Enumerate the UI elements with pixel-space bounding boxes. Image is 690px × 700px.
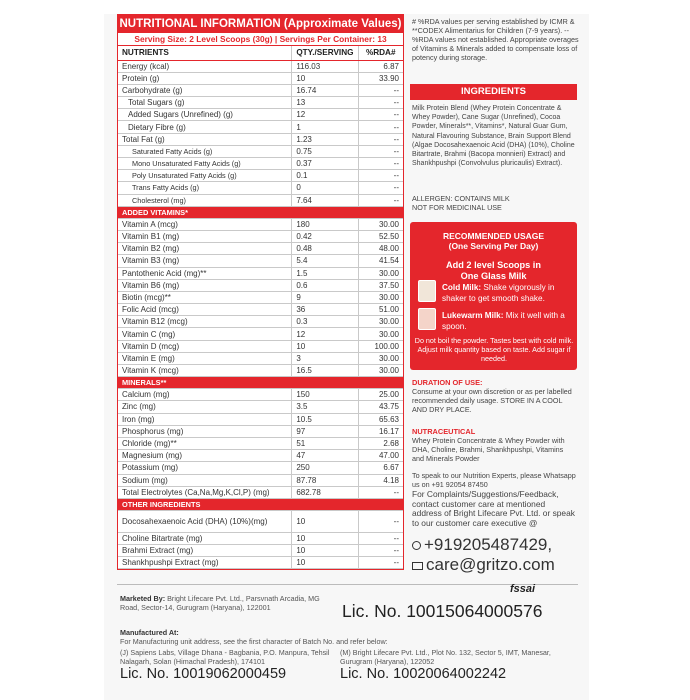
nutrient-rda: -- (358, 557, 403, 569)
manufactured-block (120, 628, 580, 646)
nutrient-name: Iron (mg) (118, 413, 292, 425)
nutrient-rda: 65.63 (358, 413, 403, 425)
nutrient-qty: 1.23 (292, 133, 358, 145)
nutrient-row (118, 243, 403, 255)
nutrient-row (118, 291, 403, 303)
unit-j-address: (J) Sapiens Labs, Village Dhana - Bagbania, P.O. Manpura, Tehsil Nalagarh, Solan (Himachal Pradesh), 174101 (120, 648, 330, 666)
nutrient-rda: -- (358, 532, 403, 544)
nutrient-name: Brahmi Extract (mg) (118, 545, 292, 557)
unit-j-license: Lic. No. 10019062000459 (120, 666, 287, 682)
nutrient-name: Potassium (mg) (118, 462, 292, 474)
phone-text: +919205487429, (424, 535, 553, 554)
nutrient-name: Docosahexaenoic Acid (DHA) (10%)(mg) (118, 510, 292, 532)
nutrient-row (118, 182, 403, 194)
nutrient-name: Choline Bitartrate (mg) (118, 532, 292, 544)
recommended-usage-box (410, 222, 577, 370)
nutrient-rda: -- (358, 545, 403, 557)
nutrient-row (118, 474, 403, 486)
manufactured-label: Manufactured At: (120, 628, 179, 637)
nutrient-qty: 16.74 (292, 84, 358, 96)
nutrient-row (118, 230, 403, 242)
nutrient-row (118, 133, 403, 145)
nutrient-name: Mono Unsaturated Fatty Acids (g) (118, 158, 292, 170)
nutrient-qty: 0.1 (292, 170, 358, 182)
nutrient-qty: 5.4 (292, 255, 358, 267)
phone-number (412, 535, 552, 555)
nutrient-rda: 25.00 (358, 389, 403, 401)
nutrient-qty: 0.3 (292, 316, 358, 328)
nutrient-name: Protein (g) (118, 72, 292, 84)
warm-label: Lukewarm Milk: (442, 311, 504, 320)
warm-text: Mix it well with a spoon. (442, 311, 565, 331)
nutrient-name: Vitamin D (mcg) (118, 340, 292, 352)
header-rda: %RDA# (358, 46, 403, 60)
nutrient-rda: -- (358, 145, 403, 157)
nutrient-rda: 6.67 (358, 462, 403, 474)
nutrient-qty: 0 (292, 182, 358, 194)
fssai-logo: fssai (510, 583, 536, 595)
nutrient-name: Vitamin B3 (mg) (118, 255, 292, 267)
nutrient-qty: 0.6 (292, 279, 358, 291)
nutrient-rda: -- (358, 194, 403, 206)
divider (117, 584, 578, 585)
nutrient-rda: 100.00 (358, 340, 403, 352)
nutrient-name: Vitamin K (mcg) (118, 365, 292, 377)
nutrient-qty: 0.48 (292, 243, 358, 255)
nutrient-qty: 10 (292, 510, 358, 532)
nutrient-row (118, 316, 403, 328)
shaker-icon (418, 280, 436, 302)
rda-note: # %RDA values per serving established by ICMR & **CODEX Alimentarius for Children (7-9 years). --%RDA values not established. Appropriate overages of Vitamins & Minerals added to compensate loss of potency during storage. (412, 17, 579, 63)
nutrient-name: Vitamin B1 (mg) (118, 230, 292, 242)
nutrient-row (118, 510, 403, 532)
nutrient-qty: 0.37 (292, 158, 358, 170)
nutrient-qty: 16.5 (292, 365, 358, 377)
nutrient-rda: -- (358, 97, 403, 109)
nutrient-qty: 150 (292, 389, 358, 401)
nutrient-name: Trans Fatty Acids (g) (118, 182, 292, 194)
nutrient-row (118, 437, 403, 449)
complaints-text: For Complaints/Suggestions/Feedback, contact customer care at mentioned address of Bright Lifecare Pvt. Ltd. or speak to our customer care executive @ (412, 489, 575, 528)
nutrient-row (118, 121, 403, 133)
nutrient-row (118, 352, 403, 364)
nutrient-row (118, 97, 403, 109)
nutrient-rda: 30.00 (358, 218, 403, 230)
nutrients-grid (118, 46, 403, 569)
nutrient-rda: 30.00 (358, 365, 403, 377)
unit-m-address: (M) Bright Lifecare Pvt. Ltd., Plot No. 132, Sector 5, IMT, Manesar, Gurugram (Haryana), 122052 (340, 648, 551, 666)
nutrient-qty: 116.03 (292, 60, 358, 72)
nutrient-rda: 30.00 (358, 291, 403, 303)
section-label: OTHER INGREDIENTS (118, 498, 403, 510)
nutrient-name: Poly Unsaturated Fatty Acids (g) (118, 170, 292, 182)
nutrient-row (118, 340, 403, 352)
nutrient-rda: 4.18 (358, 474, 403, 486)
glass-icon (418, 308, 436, 330)
nutrient-row (118, 267, 403, 279)
nutrient-row (118, 109, 403, 121)
nutrition-title: NUTRITIONAL INFORMATION (Approximate Values) (118, 15, 403, 33)
nutrient-rda: 47.00 (358, 450, 403, 462)
nutrient-row (118, 532, 403, 544)
serving-size: Serving Size: 2 Level Scoops (30g) | Servings Per Container: 13 (118, 33, 403, 46)
nutrient-name: Total Electrolytes (Ca,Na,Mg,K,Cl,P) (mg) (118, 486, 292, 498)
header-qty: QTY./SERVING (292, 46, 358, 60)
nutrient-name: Total Fat (g) (118, 133, 292, 145)
unit-m-license: Lic. No. 10020064002242 (340, 666, 507, 682)
nutrient-name: Zinc (mg) (118, 401, 292, 413)
nutrient-row (118, 425, 403, 437)
nutrient-name: Cholesterol (mg) (118, 194, 292, 206)
nutrient-qty: 10 (292, 72, 358, 84)
nutrient-name: Calcium (mg) (118, 389, 292, 401)
duration-title: DURATION OF USE: (412, 378, 483, 387)
nutrient-qty: 36 (292, 304, 358, 316)
section-other (118, 498, 403, 510)
marketed-label: Marketed By: (120, 594, 166, 603)
marketed-block (120, 594, 340, 612)
nutrient-qty: 250 (292, 462, 358, 474)
nutrient-rda: 33.90 (358, 72, 403, 84)
usage-cold (416, 282, 574, 304)
experts-text: To speak to our Nutrition Experts, please Whatsapp us on +91 92054 87450 (412, 471, 576, 490)
nutrient-qty: 1 (292, 121, 358, 133)
nutrient-qty: 1.5 (292, 267, 358, 279)
nutrient-qty: 10 (292, 557, 358, 569)
nutrient-name: Vitamin E (mg) (118, 352, 292, 364)
nutrient-row (118, 328, 403, 340)
nutrient-qty: 3 (292, 352, 358, 364)
nutrient-name: Biotin (mcg)** (118, 291, 292, 303)
nutrient-name: Sodium (mg) (118, 474, 292, 486)
nutrient-row (118, 365, 403, 377)
section-vitamins (118, 206, 403, 218)
nutrient-rda: 48.00 (358, 243, 403, 255)
nutrient-qty: 10 (292, 340, 358, 352)
nutrient-row (118, 194, 403, 206)
nutrient-qty: 12 (292, 328, 358, 340)
nutrient-row (118, 279, 403, 291)
nutraceutical-text: Whey Protein Concentrate & Whey Powder with DHA, Choline, Brahmi, Shankhpushpi, Vitamins and Minerals Powder (412, 436, 565, 464)
nutrient-qty: 13 (292, 97, 358, 109)
nutrient-qty: 180 (292, 218, 358, 230)
nutrient-name: Vitamin A (mcg) (118, 218, 292, 230)
nutrient-row (118, 72, 403, 84)
nutrient-row (118, 545, 403, 557)
usage-add: Add 2 level Scoops in One Glass Milk (446, 260, 541, 281)
nutrient-qty: 0.42 (292, 230, 358, 242)
whatsapp-icon (412, 541, 421, 550)
nutrient-rda: -- (358, 121, 403, 133)
nutrient-rda: -- (358, 109, 403, 121)
nutrient-rda: 30.00 (358, 352, 403, 364)
allergen-text: ALLERGEN: CONTAINS MILK (412, 194, 510, 203)
nutrient-row (118, 413, 403, 425)
nutrient-qty: 9 (292, 291, 358, 303)
nutrient-rda: -- (358, 170, 403, 182)
nutrient-name: Chloride (mg)** (118, 437, 292, 449)
nutrient-row (118, 462, 403, 474)
nutrient-name: Added Sugars (Unrefined) (g) (118, 109, 292, 121)
ingredients-title: INGREDIENTS (410, 84, 577, 100)
nutrient-rda: -- (358, 133, 403, 145)
nutrient-rda: 16.17 (358, 425, 403, 437)
nutrient-qty: 3.5 (292, 401, 358, 413)
duration-text: Consume at your own discretion or as per labelled recommended daily usage. STORE IN A COOL AND DRY PLACE. (412, 387, 572, 415)
nutrient-name: Saturated Fatty Acids (g) (118, 145, 292, 157)
nutrient-row (118, 84, 403, 96)
nutrient-row (118, 557, 403, 569)
nutrient-row (118, 389, 403, 401)
nutrient-name: Energy (kcal) (118, 60, 292, 72)
nutrient-rda: 30.00 (358, 316, 403, 328)
nutrient-name: Magnesium (mg) (118, 450, 292, 462)
allergen-block (412, 194, 577, 212)
medicinal-text: NOT FOR MEDICINAL USE (412, 203, 502, 213)
usage-title: RECOMMENDED USAGE (442, 231, 545, 241)
nutrient-name: Folic Acid (mcg) (118, 304, 292, 316)
mail-icon (412, 562, 423, 570)
nutrient-qty: 47 (292, 450, 358, 462)
nutrient-qty: 7.64 (292, 194, 358, 206)
usage-subtitle: (One Serving Per Day) (448, 241, 539, 251)
section-label: ADDED VITAMINS* (118, 206, 403, 218)
nutrient-name: Vitamin B2 (mg) (118, 243, 292, 255)
nutrient-rda: 30.00 (358, 267, 403, 279)
nutraceutical-title: NUTRACEUTICAL (412, 427, 476, 436)
section-minerals (118, 377, 403, 389)
nutrient-name: Vitamin B12 (mcg) (118, 316, 292, 328)
nutrient-rda: 51.00 (358, 304, 403, 316)
nutrient-rda: -- (358, 84, 403, 96)
nutrient-qty: 10 (292, 545, 358, 557)
nutrient-rda: 41.54 (358, 255, 403, 267)
nutrient-rda: 6.87 (358, 60, 403, 72)
nutrient-name: Total Sugars (g) (118, 97, 292, 109)
marketed-license: Lic. No. 10015064000576 (342, 601, 543, 621)
nutrient-qty: 51 (292, 437, 358, 449)
nutrition-table (117, 14, 404, 570)
nutrient-qty: 682.78 (292, 486, 358, 498)
nutrient-name: Phosphorus (mg) (118, 425, 292, 437)
nutrient-name: Vitamin B6 (mg) (118, 279, 292, 291)
nutrient-rda: 37.50 (358, 279, 403, 291)
nutrient-row (118, 304, 403, 316)
nutrient-rda: -- (358, 486, 403, 498)
manufactured-intro: For Manufacturing unit address, see the first character of Batch No. and refer below: (120, 637, 388, 646)
section-label: MINERALS** (118, 377, 403, 389)
nutrient-name: Shankhpushpi Extract (mg) (118, 557, 292, 569)
duration-block (412, 378, 577, 414)
nutrient-qty: 10.5 (292, 413, 358, 425)
nutrient-row (118, 60, 403, 72)
nutrient-qty: 97 (292, 425, 358, 437)
nutrient-name: Dietary Fibre (g) (118, 121, 292, 133)
ingredients-text: Milk Protein Blend (Whey Protein Concentrate & Whey Powder), Cane Sugar (Unrefined), Cocoa Powder, Minerals**, Vitamins*, Natural Guar Gum, Natural Flavouring Substance, Brain Support Blend (Algae Docosahexaenoic Acid (DHA) (10%), Choline Bitartrate, Brahmi (Bacopa monnieri) Extract) and Shankhpushpi (Convolvulus pluricaulis) Extract). (412, 105, 575, 168)
nutrient-qty: 87.78 (292, 474, 358, 486)
usage-note: Do not boil the powder. Tastes best with cold milk. Adjust milk quantity based on taste. Add sugar if needed. (414, 336, 574, 363)
usage-warm (416, 310, 574, 332)
email-address (412, 555, 555, 575)
nutrient-name: Pantothenic Acid (mg)** (118, 267, 292, 279)
nutrient-qty: 12 (292, 109, 358, 121)
nutrient-rda: 2.68 (358, 437, 403, 449)
nutrient-rda: -- (358, 510, 403, 532)
nutraceutical-block (412, 427, 577, 463)
nutrient-rda: -- (358, 182, 403, 194)
header-nutrients: NUTRIENTS (118, 46, 292, 60)
nutrient-name: Vitamin C (mg) (118, 328, 292, 340)
nutrient-row (118, 158, 403, 170)
nutrient-rda: 52.50 (358, 230, 403, 242)
nutrient-qty: 10 (292, 532, 358, 544)
email-text: care@gritzo.com (426, 555, 555, 574)
nutrient-row (118, 486, 403, 498)
nutrient-rda: 43.75 (358, 401, 403, 413)
nutrient-row (118, 255, 403, 267)
nutrient-rda: 30.00 (358, 328, 403, 340)
nutrient-row (118, 218, 403, 230)
cold-label: Cold Milk: (442, 283, 482, 292)
nutrient-qty: 0.75 (292, 145, 358, 157)
nutrient-name: Carbohydrate (g) (118, 84, 292, 96)
nutrient-rda: -- (358, 158, 403, 170)
cold-text: Shake vigorously in shaker to get smooth shake. (442, 283, 555, 303)
nutrient-row (118, 401, 403, 413)
nutrient-row (118, 145, 403, 157)
marketed-text: Bright Lifecare Pvt. Ltd., Parsvnath Arcadia, MG Road, Sector-14, Gurugram (Haryana), 122001 (120, 594, 320, 612)
nutrient-row (118, 170, 403, 182)
nutrient-row (118, 450, 403, 462)
